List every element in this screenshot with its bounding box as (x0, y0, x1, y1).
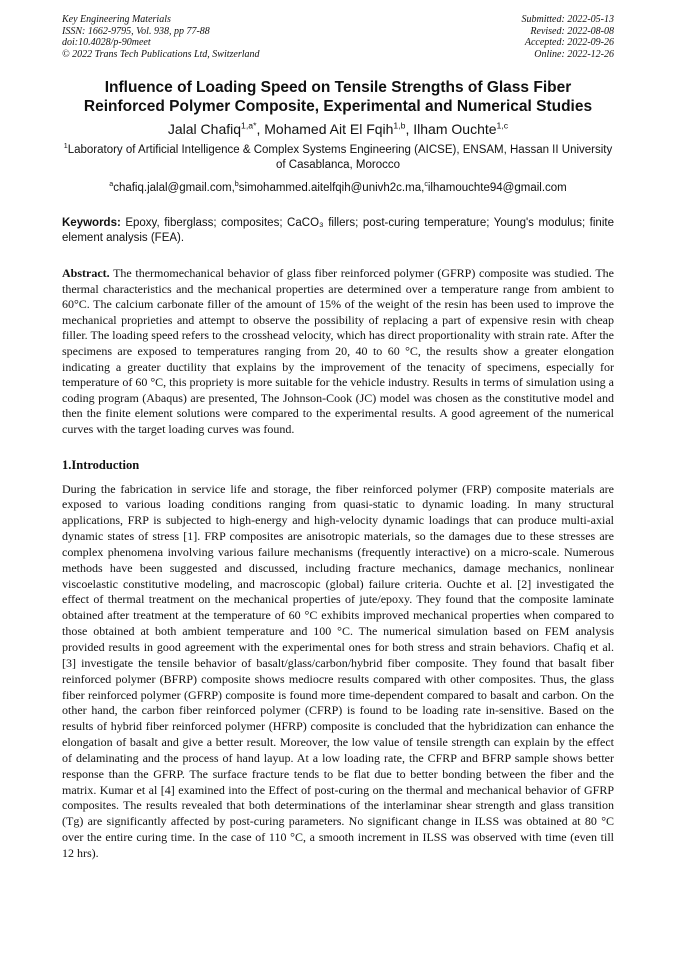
author-affiliation-marker: 1,b (393, 120, 406, 131)
email-marker: b (234, 180, 239, 189)
author-name: Mohamed Ait El Fqih (264, 121, 394, 137)
abstract (62, 266, 614, 438)
author (264, 121, 413, 137)
author-name: Jalal Chafiq (167, 121, 242, 137)
paper-page (62, 14, 614, 862)
paper-title (62, 78, 614, 116)
author-list (62, 120, 614, 138)
author-affiliation-marker: 1,a* (241, 120, 257, 131)
abstract-text: The thermomechanical behavior of glass fiber reinforced polymer (GFRP) composite was studied. The thermal characteristics and the mechanical properties are determined over a temperature range from ambient to 60°C. The calcium carbonate filler of the amount of 15% of the weight of the resin has been used to improve the mechanical proprieties and attempt to observe the possibility of replacing a part of expensive resin with cheap filler. The loading speed refers to the crosshead velocity, which has direct proportionality with strain rate. After the specimens are exposed to temperatures ranging from 20, 40 to 60 °C, the results show a greater elongation indicating a greater ductility that explains by the improvement of the tenacity of specimens, especially for temperature of 60 °C, this propriety is more suitable for the vehicle industry. Results in terms of simulation using a coding program (Abaqus) are presented, The Johnson-Cook (JC) model was chosen as the constitutive model and then the finite element solutions were compared to the experimental results. A good agreement of the numerical curves with the target loading curves was found. (62, 266, 614, 436)
copyright: © 2022 Trans Tech Publications Ltd, Switzerland (62, 48, 260, 60)
email-marker: a (109, 180, 114, 189)
author-name: Ilham Ouchte (413, 121, 497, 137)
email-marker: c (424, 180, 428, 189)
abstract-label: Abstract. (62, 266, 110, 280)
keywords-label: Keywords: (62, 217, 121, 229)
author-separator: , (405, 121, 414, 137)
email-address: ilhamouchte94@gmail.com (427, 182, 567, 194)
title-line-2: Reinforced Polymer Composite, Experimental and Numerical Studies (83, 98, 593, 115)
publication-dates (522, 14, 615, 60)
keywords (62, 216, 614, 246)
revised-date: Revised: 2022-08-08 (530, 25, 614, 37)
author (168, 121, 264, 137)
email-address: simohammed.aitelfqih@univh2c.ma, (238, 182, 425, 194)
title-line-1: Influence of Loading Speed on Tensile Strengths of Glass Fiber (104, 79, 572, 96)
author-affiliation-marker: 1,c (496, 120, 509, 131)
doi: doi:10.4028/p-90meet (62, 37, 151, 48)
introduction-paragraph: During the fabrication in service life and storage, the fiber reinforced polymer (FRP) composite materials are exposed to various loading conditions ranging from quasi-static to dynamic loading. In many structural applications, FRP is subjected to high-energy and high-velocity dynamic loadings that can produce multi-axial dynamic states of stress [1]. FRP composites are anisotropic materials, so the damages due to these stresses are complex phenomena involving various failure mechanisms (frequently interactive) on a micro-scale. Numerous methods have been suggested and discussed, including fracture mechanics, damage mechanics, nonlinear viscoelastic constitutive modeling, and macroscopic (global) failure criteria. Ouchte et al. [2] investigated the effect of thermal treatment on the mechanical properties of jute/epoxy. They found that the composite laminate obtained after treatment at the temperature of 60 °C exhibits improved mechanical properties when compared to those obtained at both ambient temperature and 100 °C. The numerical simulation based on FEM analysis provided results in good agreement with the experimental ones for both stress and strain behaviors. Chafiq et al. [3] investigate the tensile behavior of basalt/glass/carbon/hybrid fiber composite. They found that basalt fiber reinforced polymer (BFRP) composite shows mediocre results compared with other composites. Thus, the glass fiber reinforced polymer (GFRP) composite is found more time-dependent compared to basalt and carbon. On the other hand, the carbon fiber reinforced polymer (CFRP) is found to be loading rate in-sensitive. Based on the results of hybrid fiber reinforced polymer (HFRP) composite is concluded that the hybridization can enhance the elongation of basalt and give a better result. Moreover, the low value of tensile strength can explain by the effect of delaminating and the process of hand layup. At a low loading rate, the CFRP and BFRP sample shows better response than the GFRP. The surface fracture tends to be flat due to better bonding between the fiber and the matrix. Kumar et al [4] examined into the Effect of post-curing on the thermal and mechanical behavior of GFRP composites. The results revealed that both determinations of the interlaminar shear strength and glass transition (Tg) are significantly affected by post-curing parameters. No significant change in ILSS was obtained at 80 °C over the entire curing time. In the case of 110 °C, a smooth increment in ILSS was observed with time (even till 12 hrs). (62, 481, 614, 860)
journal-name: Key Engineering Materials (62, 14, 171, 25)
affiliation-text: Laboratory of Artificial Intelligence & Complex Systems Engineering (AICSE), ENSAM, Hassan II University of Casablanca, Morocco (67, 144, 613, 171)
keywords-text: Epoxy, fiberglass; composites; CaCO₃ fillers; post-curing temperature; Young's modulus; finite element analysis (FEA). (62, 217, 614, 244)
issn-volume-pages: ISSN: 1662-9795, Vol. 938, pp 77-88 (62, 25, 210, 37)
online-date: Online: 2022-12-26 (534, 48, 614, 60)
email-list (62, 181, 614, 196)
author (413, 121, 508, 137)
affiliation-marker: 1 (63, 142, 68, 151)
accepted-date: Accepted: 2022-09-26 (524, 37, 614, 48)
submitted-date: Submitted: 2022-05-13 (521, 14, 614, 25)
publication-info (62, 14, 260, 60)
author-separator: , (256, 121, 265, 137)
section-heading-introduction: 1.Introduction (62, 457, 140, 472)
affiliation (62, 143, 614, 173)
email-address: chafiq.jalal@gmail.com, (113, 182, 235, 194)
header-metadata (62, 14, 614, 60)
